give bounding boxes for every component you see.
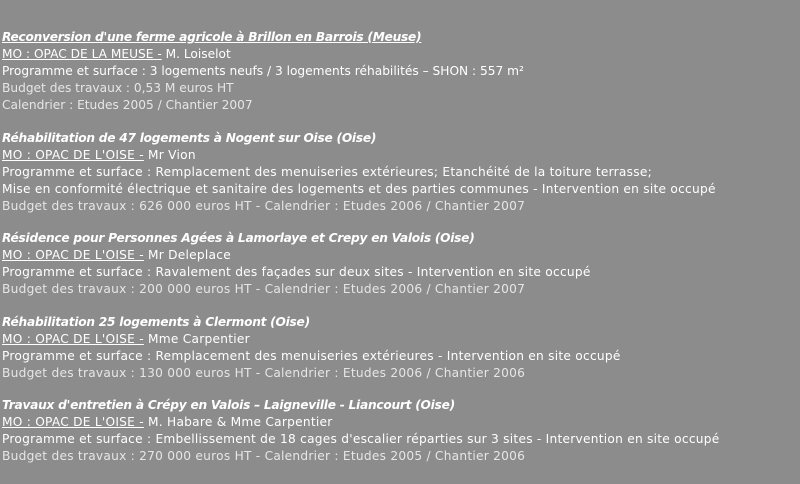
project-entry xyxy=(2,230,798,298)
project-title: Réhabilitation 25 logements à Clermont (Oise) xyxy=(2,314,310,329)
project-program-line: Programme et surface : Ravalement des façades sur deux sites - Intervention en site occupé xyxy=(2,265,591,279)
owner-label[interactable]: MO : OPAC DE L'OISE - xyxy=(2,147,144,162)
project-entry xyxy=(2,397,798,465)
project-owner-line xyxy=(2,147,798,164)
project-title: Résidence pour Personnes Agées à Lamorlaye et Crepy en Valois (Oise) xyxy=(2,231,475,245)
owner-contact: Mme Carpentier xyxy=(143,331,250,346)
project-title: Travaux d'entretien à Crépy en Valois – Laigneville - Liancourt (Oise) xyxy=(2,398,455,412)
project-owner-line xyxy=(2,46,798,63)
project-budget-line: Budget des travaux : 270 000 euros HT - Calendrier : Etudes 2005 / Chantier 2006 xyxy=(2,449,526,463)
owner-label[interactable]: MO : OPAC DE LA MEUSE - xyxy=(2,47,162,61)
project-budget-line: Budget des travaux : 200 000 euros HT - Calendrier : Etudes 2006 / Chantier 2007 xyxy=(2,282,526,296)
project-title: Réhabilitation de 47 logements à Nogent sur Oise (Oise) xyxy=(2,130,377,145)
project-schedule-line: Calendrier : Etudes 2005 / Chantier 2007 xyxy=(2,98,253,112)
owner-contact: Mr Vion xyxy=(143,147,196,162)
project-list xyxy=(2,29,798,481)
project-program-line: Programme et surface : Remplacement des menuiseries extérieures; Etanchéité de la toiture terrasse; xyxy=(2,164,652,179)
project-entry xyxy=(2,314,798,382)
project-owner-line xyxy=(2,331,798,348)
project-program-line: Programme et surface : Embellissement de 18 cages d'escalier réparties sur 3 sites - Intervention en site occupé xyxy=(2,432,720,446)
project-budget-line: Budget des travaux : 0,53 M euros HT xyxy=(2,81,234,95)
owner-contact: Mr Deleplace xyxy=(143,248,231,262)
project-program-line: Programme et surface : Remplacement des menuiseries extérieures - Intervention en site occupé xyxy=(2,348,621,363)
project-owner-line xyxy=(2,247,798,264)
project-entry xyxy=(2,130,798,215)
project-entry xyxy=(2,29,798,114)
project-owner-line xyxy=(2,414,798,431)
owner-label[interactable]: MO : OPAC DE L'OISE - xyxy=(2,331,144,346)
project-budget-line: Budget des travaux : 130 000 euros HT - Calendrier : Etudes 2006 / Chantier 2006 xyxy=(2,365,526,380)
owner-label[interactable]: MO : OPAC DE L'OISE - xyxy=(2,248,144,262)
project-program-line: Mise en conformité électrique et sanitaire des logements et des parties communes - Intervention en site occupé xyxy=(2,181,716,196)
owner-contact: M. Loiselot xyxy=(161,47,231,61)
project-budget-line: Budget des travaux : 626 000 euros HT - Calendrier : Etudes 2006 / Chantier 2007 xyxy=(2,198,526,213)
project-title: Reconversion d'une ferme agricole à Brillon en Barrois (Meuse) xyxy=(2,30,422,44)
project-program-line: Programme et surface : 3 logements neufs / 3 logements réhabilités – SHON : 557 m² xyxy=(2,64,524,78)
owner-contact: M. Habare & Mme Carpentier xyxy=(143,415,333,429)
owner-label[interactable]: MO : OPAC DE L'OISE - xyxy=(2,415,144,429)
